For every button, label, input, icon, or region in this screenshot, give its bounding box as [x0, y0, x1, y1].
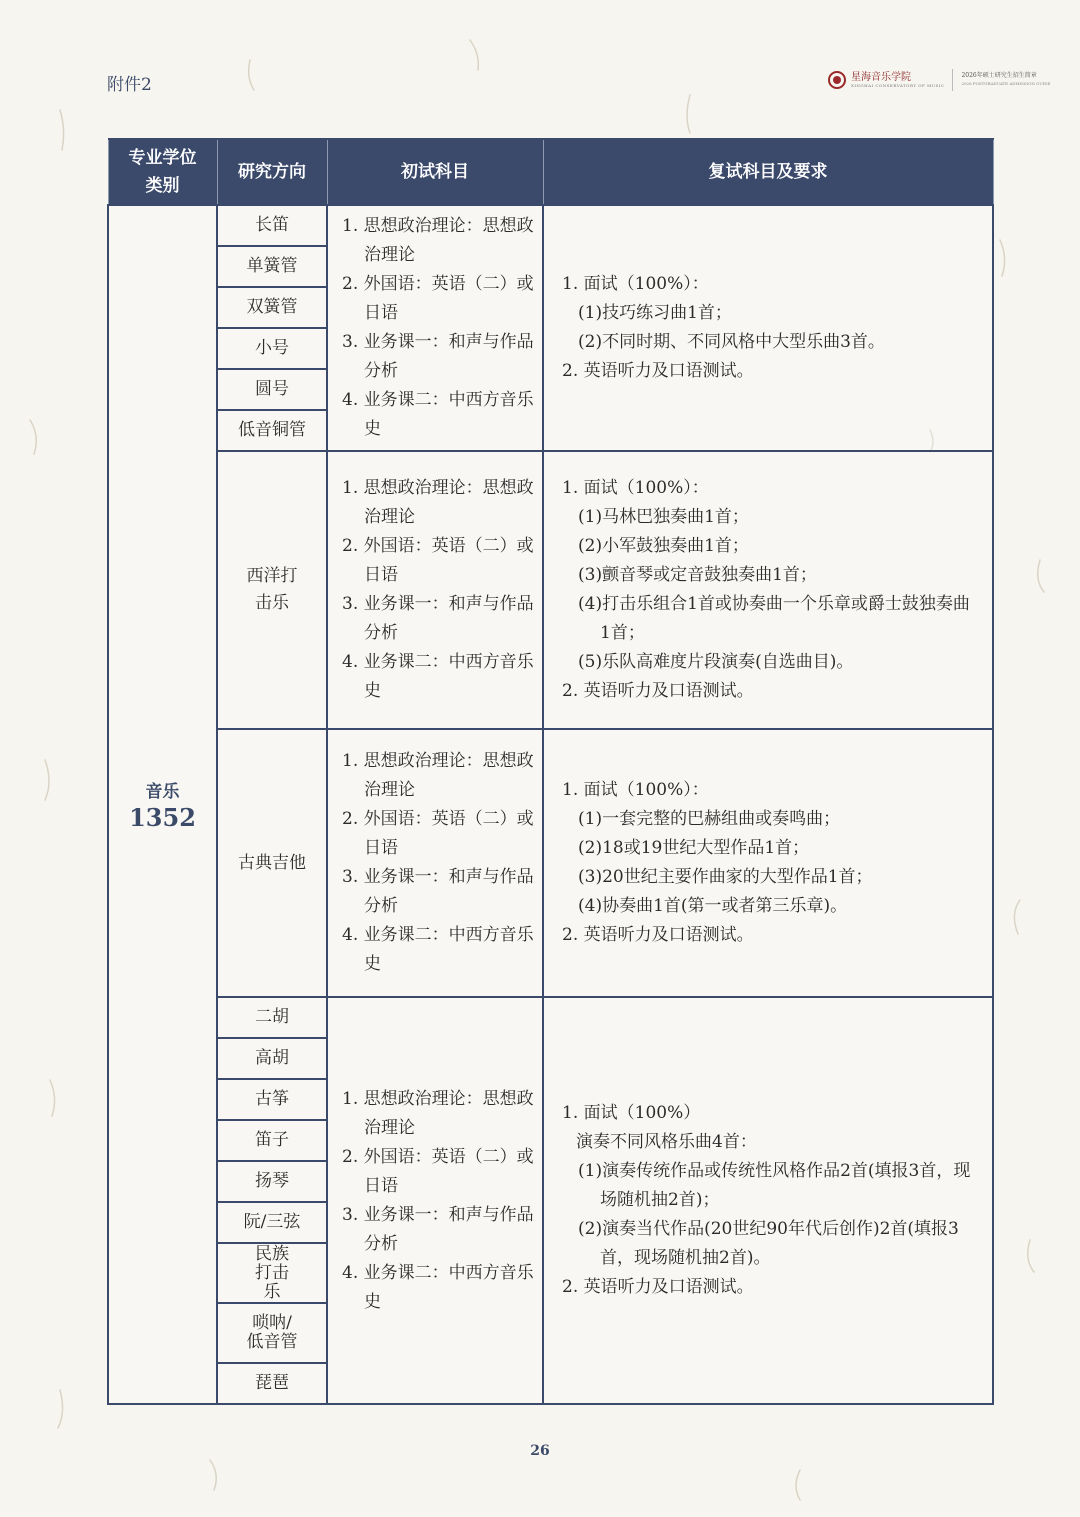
direction-cell: 笛子: [217, 1120, 327, 1161]
school-logo: [828, 69, 1050, 91]
direction-cell: 古典吉他: [217, 729, 327, 997]
direction-cell: 琵琶: [217, 1363, 327, 1404]
direction-cell: 圆号: [217, 369, 327, 410]
table-header-row: [108, 139, 993, 205]
direction-cell: 低音铜管: [217, 410, 327, 451]
direction-cell: 二胡: [217, 997, 327, 1038]
retest-requirements-cell: 1. 面试（100%）： (1)一套完整的巴赫组曲或奏鸣曲； (2)18或19世纪大型作品1首； (3)20世纪主要作曲家的大型作品1首； (4)协奏曲1首(第一或者第三乐章)。 2. 英语听力及口语测试。: [543, 729, 993, 997]
category-cell: 音乐 1352: [108, 205, 217, 1404]
direction-cell: 唢呐/低音管: [217, 1303, 327, 1363]
direction-cell: 民族打击乐: [217, 1243, 327, 1303]
admission-table: [107, 138, 994, 1405]
direction-cell: 阮/三弦: [217, 1202, 327, 1243]
prelim-subjects-cell: 1. 思想政治理论：思想政治理论 2. 外国语：英语（二）或日语 3. 业务课一：和声与作品分析 4. 业务课二：中西方音乐史: [327, 451, 543, 729]
school-seal-icon: [828, 71, 846, 89]
direction-cell: 古筝: [217, 1079, 327, 1120]
logo-divider: [952, 69, 953, 91]
direction-cell: 扬琴: [217, 1161, 327, 1202]
header-category: 专业学位类别: [108, 139, 217, 205]
retest-requirements-cell: 1. 面试（100%）： (1)技巧练习曲1首； (2)不同时期、不同风格中大型乐曲3首。 2. 英语听力及口语测试。: [543, 205, 993, 451]
direction-cell: 西洋打击乐: [217, 451, 327, 729]
direction-cell: 单簧管: [217, 246, 327, 287]
header-retest: 复试科目及要求: [543, 139, 993, 205]
attachment-label: 附件2: [107, 75, 152, 95]
direction-cell: 长笛: [217, 205, 327, 246]
prelim-subjects-cell: 1. 思想政治理论：思想政治理论 2. 外国语：英语（二）或日语 3. 业务课一：和声与作品分析 4. 业务课二：中西方音乐史: [327, 997, 543, 1404]
document-title: 2026年硕士研究生招生简章 2026 POSTGRADUATE ADMISSION GUIDE: [961, 72, 1051, 86]
header-prelim: 初试科目: [327, 139, 543, 205]
school-name: 星海音乐学院 XINGHAI CONSERVATORY OF MUSIC: [851, 72, 945, 88]
header-direction: 研究方向: [217, 139, 327, 205]
direction-cell: 小号: [217, 328, 327, 369]
retest-requirements-cell: 1. 面试（100%） 演奏不同风格乐曲4首： (1)演奏传统作品或传统性风格作品2首(填报3首，现场随机抽2首)； (2)演奏当代作品(20世纪90年代后创作)2首(填报3首，现场随机抽2首)。 2. 英语听力及口语测试。: [543, 997, 993, 1404]
direction-cell: 双簧管: [217, 287, 327, 328]
retest-requirements-cell: 1. 面试（100%）： (1)马林巴独奏曲1首； (2)小军鼓独奏曲1首； (3)颤音琴或定音鼓独奏曲1首； (4)打击乐组合1首或协奏曲一个乐章或爵士鼓独奏曲1首； (5)乐队高难度片段演奏(自选曲目)。 2. 英语听力及口语测试。: [543, 451, 993, 729]
prelim-subjects-cell: 1. 思想政治理论：思想政治理论 2. 外国语：英语（二）或日语 3. 业务课一：和声与作品分析 4. 业务课二：中西方音乐史: [327, 729, 543, 997]
direction-cell: 高胡: [217, 1038, 327, 1079]
page-number: 26: [530, 1443, 550, 1459]
prelim-subjects-cell: 1. 思想政治理论：思想政治理论 2. 外国语：英语（二）或日语 3. 业务课一：和声与作品分析 4. 业务课二：中西方音乐史: [327, 205, 543, 451]
